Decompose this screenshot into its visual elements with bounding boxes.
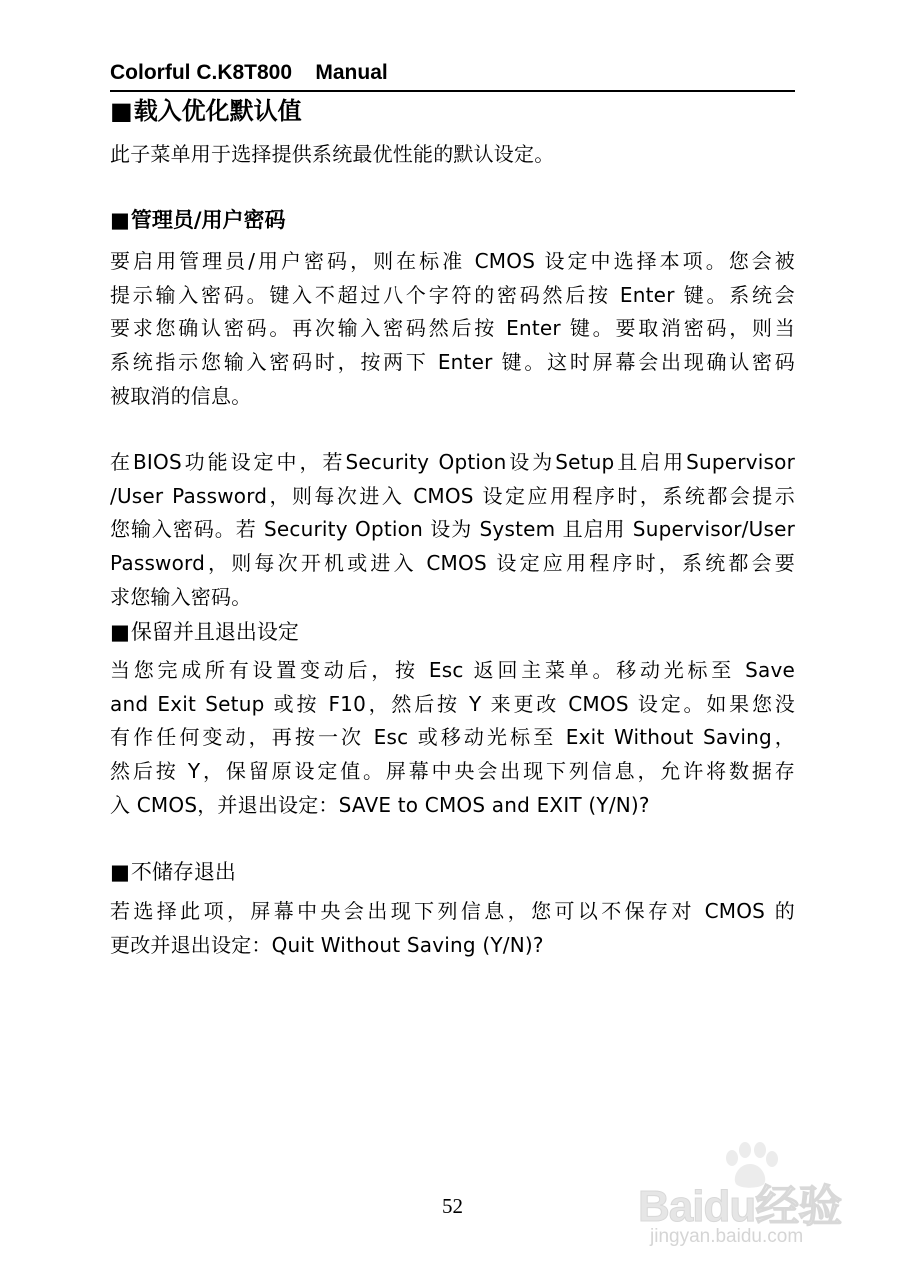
bullet-square-icon: ■ xyxy=(110,208,130,232)
paragraph xyxy=(110,446,795,614)
section-heading-exit-without-saving xyxy=(110,858,236,886)
watermark-logo: Baidu经验 xyxy=(638,1182,842,1231)
text-line: 此子菜单用于选择提供系统最优性能的默认设定。 xyxy=(110,142,555,166)
paragraph xyxy=(110,245,795,413)
text-line: 在BIOS功能设定中，若Security Option设为Setup且启用Supervisor xyxy=(110,450,795,474)
text-line: 若选择此项，屏幕中央会出现下列信息，您可以不保存对 CMOS 的 xyxy=(110,899,795,923)
manual-page xyxy=(110,0,795,1280)
text-line: 当您完成所有设置变动后，按 Esc 返回主菜单。移动光标至 Save xyxy=(110,658,795,682)
paragraph xyxy=(110,654,795,822)
text-line: 您输入密码。若 Security Option 设为 System 且启用 Supervisor/User xyxy=(110,517,795,542)
text-line: 被取消的信息。 xyxy=(110,383,252,408)
heading-text: 不储存退出 xyxy=(130,860,236,884)
header-title: Colorful C.K8T800 Manual xyxy=(110,61,388,84)
paragraph xyxy=(110,895,795,962)
text-line: /User Password，则每次进入 CMOS 设定应用程序时，系统都会提示 xyxy=(110,483,795,508)
bullet-square-icon: ■ xyxy=(110,620,130,644)
text-line: 提示输入密码。键入不超过八个字符的密码然后按 Enter 键。系统会 xyxy=(110,282,795,307)
baidu-watermark xyxy=(638,1140,868,1250)
heading-text: 管理员/用户密码 xyxy=(130,208,286,232)
bullet-square-icon: ■ xyxy=(110,860,130,884)
text-line: 要启用管理员/用户密码，则在标准 CMOS 设定中选择本项。您会被 xyxy=(110,249,795,273)
watermark-url: jingyan.baidu.com xyxy=(650,1226,804,1247)
text-line: and Exit Setup 或按 F10，然后按 Y 来更改 CMOS 设定。如果您没 xyxy=(110,691,795,716)
text-line: 然后按 Y，保留原设定值。屏幕中央会出现下列信息，允许将数据存 xyxy=(110,759,795,784)
text-line: 求您输入密码。 xyxy=(110,584,252,609)
text-line: 入 CMOS，并退出设定：SAVE to CMOS and EXIT (Y/N)? xyxy=(110,792,650,817)
bullet-square-icon: ■ xyxy=(110,97,133,125)
text-line: 系统指示您输入密码时，按两下 Enter 键。这时屏幕会出现确认密码 xyxy=(110,350,795,375)
text-line: Password，则每次开机或进入 CMOS 设定应用程序时，系统都会要 xyxy=(110,551,795,576)
text-line: 要求您确认密码。再次输入密码然后按 Enter 键。要取消密码，则当 xyxy=(110,316,795,341)
section-heading-load-optimized-defaults xyxy=(110,97,302,125)
page-header xyxy=(110,60,795,92)
section-heading-save-and-exit xyxy=(110,618,299,646)
page-number: 52 xyxy=(442,1194,463,1218)
heading-text: 载入优化默认值 xyxy=(133,97,302,125)
text-line: 更改并退出设定：Quit Without Saving (Y/N)? xyxy=(110,932,544,957)
paragraph xyxy=(110,138,795,172)
text-line: 有作任何变动，再按一次 Esc 或移动光标至 Exit Without Saving， xyxy=(110,725,795,750)
section-heading-supervisor-user-password xyxy=(110,206,286,234)
heading-text: 保留并且退出设定 xyxy=(130,620,299,644)
